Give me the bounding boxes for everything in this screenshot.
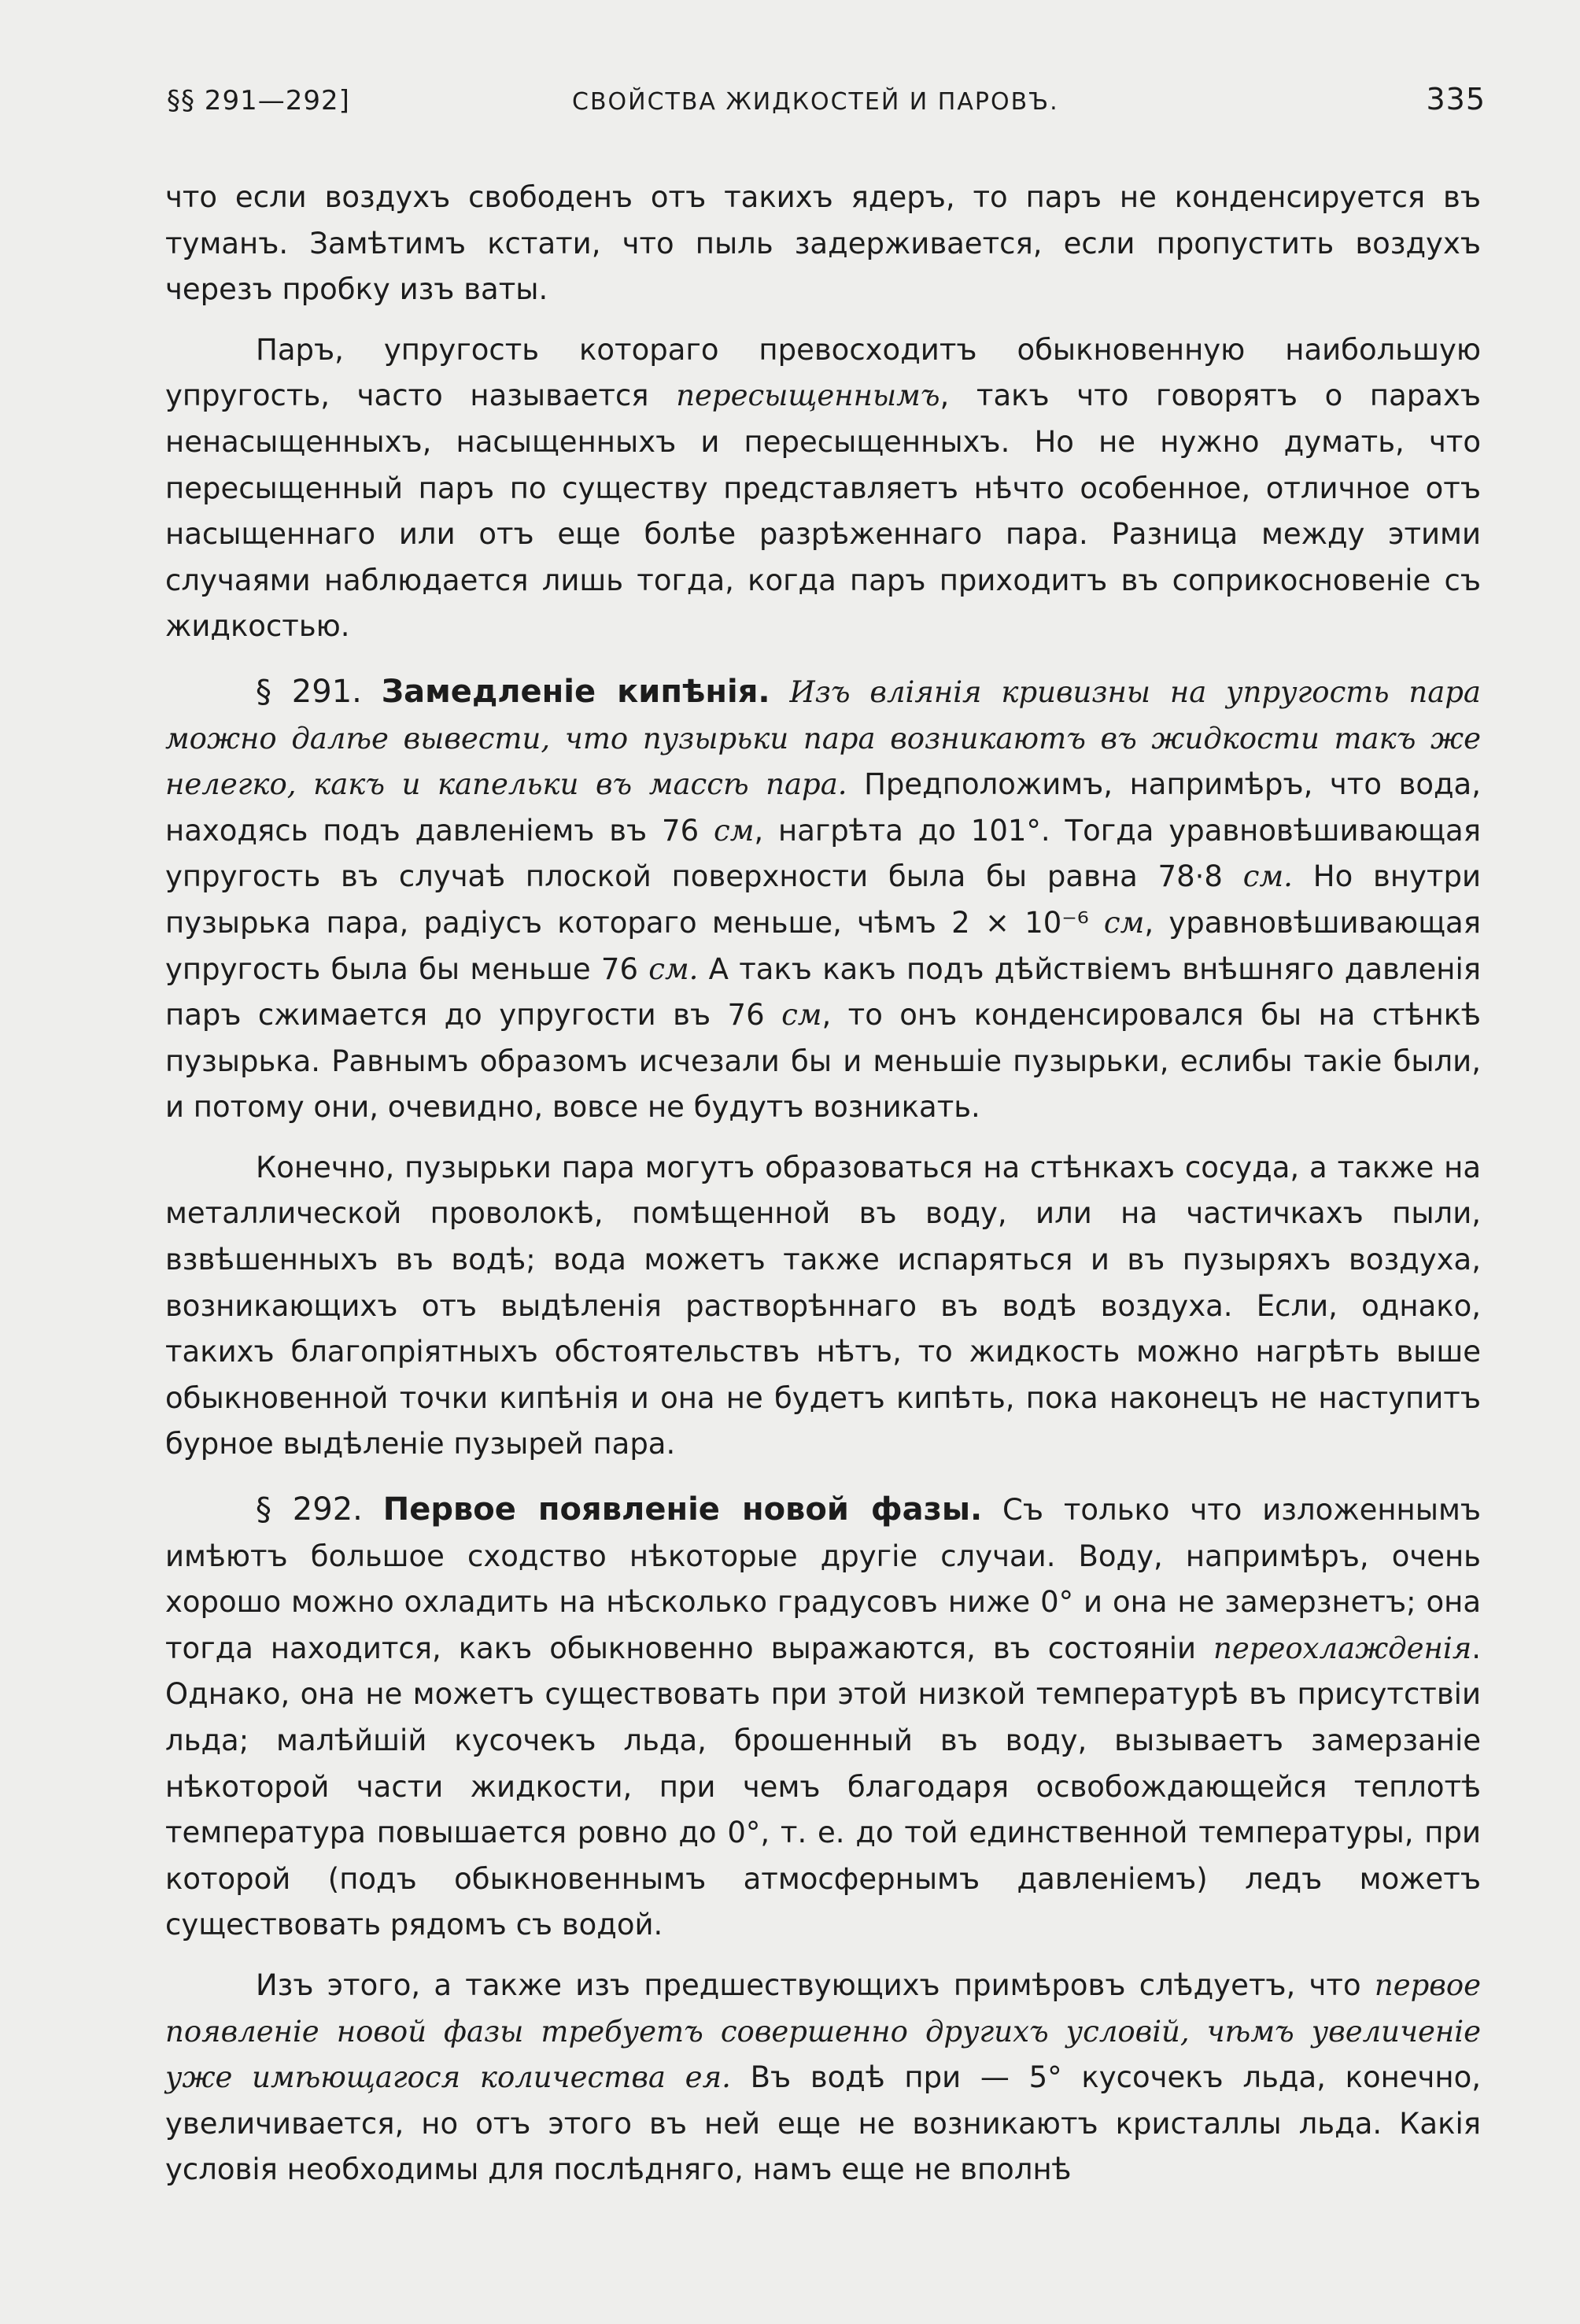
- paragraph-continuation: что если воздухъ свободенъ отъ такихъ ядеръ, то паръ не конденсируется въ туманъ. Замѣтимъ кстати, что пыль задерживается, если пропустить воздухъ черезъ пробку изъ ваты.: [165, 180, 1481, 307]
- section-number: § 291.: [256, 673, 362, 710]
- section-292: § 292. Первое появленіе новой фазы. Съ только что изложеннымъ имѣютъ большое сходство нѣкоторые другіе случаи. Воду, напримѣръ, очень хорошо можно охладить на нѣсколько градусовъ ниже 0° и она не замерзнетъ; она тогда находится, какъ обыкновенно выражаются, въ состояніи переохлажденія. Однако, она не можетъ существовать при этой низкой температурѣ въ присутствіи льда; малѣйшій кусочекъ льда, брошенный въ воду, вызываетъ замерзаніе нѣкоторой части жидкости, при чемъ благодаря освобождающейся теплотѣ температура повышается ровно до 0°, т. е. до той единственной температуры, при которой (подъ обыкновеннымъ атмосфернымъ давленіемъ) ледъ можетъ существовать рядомъ съ водой.: [165, 1491, 1481, 1942]
- page-number: 335: [1426, 82, 1486, 116]
- paragraph-supersaturated: Паръ, упругость котораго превосходитъ обыкновенную наибольшую упругость, часто называется пересыщеннымъ, такъ что говорятъ о парахъ ненасыщенныхъ, насыщенныхъ и пересыщенныхъ. Но не нужно думать, что пересыщенный паръ по существу представляетъ нѣчто особенное, отличное отъ насыщеннаго или отъ еще болѣе разрѣженнаго пара. Разница между этими случаями наблюдается лишь тогда, когда паръ приходитъ въ соприкосновеніе съ жидкостью.: [165, 332, 1481, 644]
- section-title: Замедленіе кипѣнія.: [381, 673, 770, 710]
- section-range: §§ 291—292]: [167, 85, 350, 116]
- page-header: [167, 82, 1486, 124]
- page-body: [165, 175, 1481, 2193]
- section-number: § 292.: [256, 1491, 363, 1528]
- section-title: Первое появленіе новой фазы.: [382, 1491, 983, 1528]
- running-title: СВОЙСТВА ЖИДКОСТЕЙ И ПАРОВЪ.: [572, 88, 1059, 116]
- paragraph-new-phase: Изъ этого, а также изъ предшествующихъ примѣровъ слѣдуетъ, что первое появленіе новой фазы требуетъ совершенно другихъ условій, чѣмъ увеличеніе уже имѣющагося количества ея. Въ водѣ при — 5° кусочекъ льда, конечно, увеличивается, но отъ этого въ ней еще не возникаютъ кристаллы льда. Какія условія необходимы для послѣдняго, намъ еще не вполнѣ: [165, 1967, 1482, 2187]
- section-291: § 291. Замедленіе кипѣнія. Изъ вліянія кривизны на упругость пара можно далѣе вывести, что пузырьки пара возникаютъ въ жидкости такъ же нелегко, какъ и капельки въ массѣ пара. Предположимъ, напримѣръ, что вода, находясь подъ давленіемъ въ 76 см, нагрѣта до 101°. Тогда уравновѣшивающая упругость въ случаѣ плоской поверхности была бы равна 78·8 см. Но внутри пузырька пара, радіусъ котораго меньше, чѣмъ 2 × 10⁻⁶ см, уравновѣшивающая упругость была бы меньше 76 см. А такъ какъ подъ дѣйствіемъ внѣшняго давленія паръ сжимается до упругости въ 76 см, то онъ конденсировался бы на стѣнкѣ пузырька. Равнымъ образомъ исчезали бы и меньшіе пузырьки, еслибы такіе были, и потому они, очевидно, вовсе не будутъ возникать.: [165, 673, 1481, 1125]
- paragraph-bubbles: Конечно, пузырьки пара могутъ образоваться на стѣнкахъ сосуда, а также на металлической проволокѣ, помѣщенной въ воду, или на частичкахъ пыли, взвѣшенныхъ въ водѣ; вода можетъ также испаряться и въ пузыряхъ воздуха, возникающихъ отъ выдѣленія растворѣннаго въ водѣ воздуха. Если, однако, такихъ благопріятныхъ обстоятельствъ нѣтъ, то жидкость можно нагрѣть выше обыкновенной точки кипѣнія и она не будетъ кипѣть, пока наконецъ не наступитъ бурное выдѣленіе пузырей пара.: [165, 1150, 1481, 1461]
